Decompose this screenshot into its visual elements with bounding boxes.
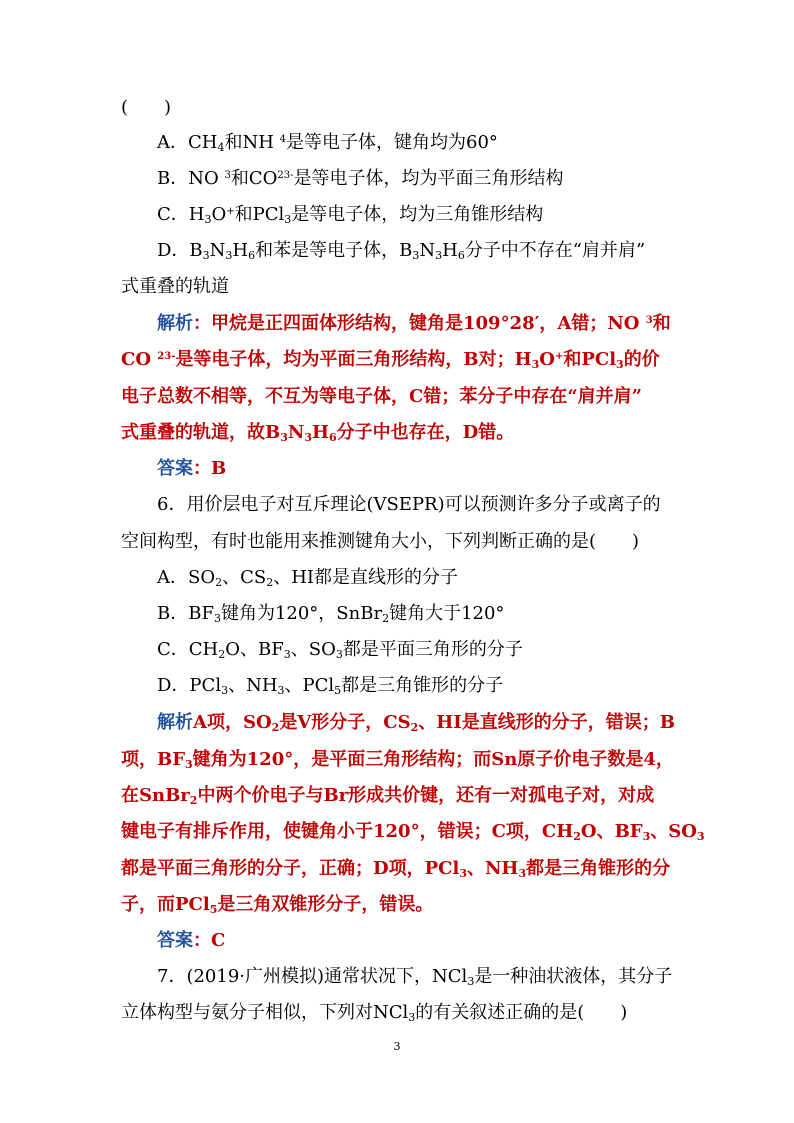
answer-label: 答案 — [157, 458, 193, 479]
q6-analysis-line1: 解析A项，$SO_2$是V形分子，$CS_2$、HI是直线形的分子，错误；B — [157, 712, 675, 734]
q5-answer: 答案：B — [157, 458, 227, 479]
q6-analysis-line4: 键电子有排斥作用，使键角小于120°，错误；C项，$CH_2O$、$BF_3$、$SO_3$ — [121, 821, 705, 843]
q6-analysis-line2: 项，$BF_3$键角为120°，是平面三角形结构；而Sn原子价电子数是4， — [121, 749, 674, 771]
q5-option-b: B．NO $^3$和$CO^{23-}$是等电子体，均为平面三角形结构 — [157, 168, 564, 189]
q6-option-d: D．PCl$_3$、$NH_3$、PCl$_5$都是三角锥形的分子 — [157, 675, 504, 697]
q6-answer: 答案：C — [157, 930, 226, 951]
answer-label: 答案 — [157, 930, 193, 951]
q5-option-d-line1: D．$B_3N_3H_6$和苯是等电子体，$B_3N_3H_6$分子中不存在“肩并肩” — [157, 240, 646, 262]
q6-stem-line1: 6．用价层电子对互斥理论(VSEPR)可以预测许多分子或离子的 — [157, 494, 661, 515]
q7-stem-line1: 7．(2019·广州模拟)通常状况下，NCl$_3$是一种油状液体，其分子 — [157, 966, 673, 988]
q6-stem-line2: 空间构型，有时也能用来推测键角大小，下列判断正确的是( ) — [121, 531, 640, 552]
q5-analysis-line3: 电子总数不相等，不互为等电子体，C错；苯分子中存在“肩并肩” — [121, 386, 643, 407]
q6-analysis-line3: 在SnBr$_2$中两个价电子与Br形成共价键，还有一对孤电子对，对成 — [121, 785, 655, 807]
q5-stem-tail: ( ) — [121, 97, 172, 118]
q6-analysis-line6: 子，而PCl$_5$是三角双锥形分子，错误。 — [121, 894, 434, 916]
q6-option-a: A．$SO_2$、$CS_2$、HI都是直线形的分子 — [157, 567, 459, 589]
q7-stem-line2: 立体构型与氨分子相似，下列对NCl$_3$的有关叙述正确的是( ) — [121, 1002, 628, 1024]
analysis-label: 解析 — [157, 712, 193, 733]
q5-option-a: A．$CH_4$和NH $^4$是等电子体，键角均为60° — [157, 132, 498, 154]
q5-analysis-line2: CO $^{23-}$是等电子体，均为平面三角形结构，B对；$H_3O^+$和PCl$_3$的价 — [121, 349, 660, 371]
q5-analysis-line4: 式重叠的轨道，故$B_3N_3H_6$分子中也存在，D错。 — [121, 422, 515, 444]
q5-analysis-line1: 解析：甲烷是正四面体形结构，键角是109°28′，A错；NO $^3$和 — [157, 313, 671, 334]
page-number: 3 — [393, 1040, 401, 1053]
q6-analysis-line5: 都是平面三角形的分子，正确；D项，PCl$_3$、$NH_3$都是三角锥形的分 — [121, 858, 671, 880]
q6-option-c: C．$CH_2O$、$BF_3$、$SO_3$都是平面三角形的分子 — [157, 639, 523, 661]
q5-option-d-line2: 式重叠的轨道 — [121, 276, 229, 297]
q5-option-c: C．$H_3O^+$和PCl$_3$是等电子体，均为三角锥形结构 — [157, 204, 544, 226]
q6-option-b: B．$BF_3$键角为120°，SnBr$_2$键角大于120° — [157, 603, 505, 625]
analysis-label: 解析 — [157, 313, 193, 334]
